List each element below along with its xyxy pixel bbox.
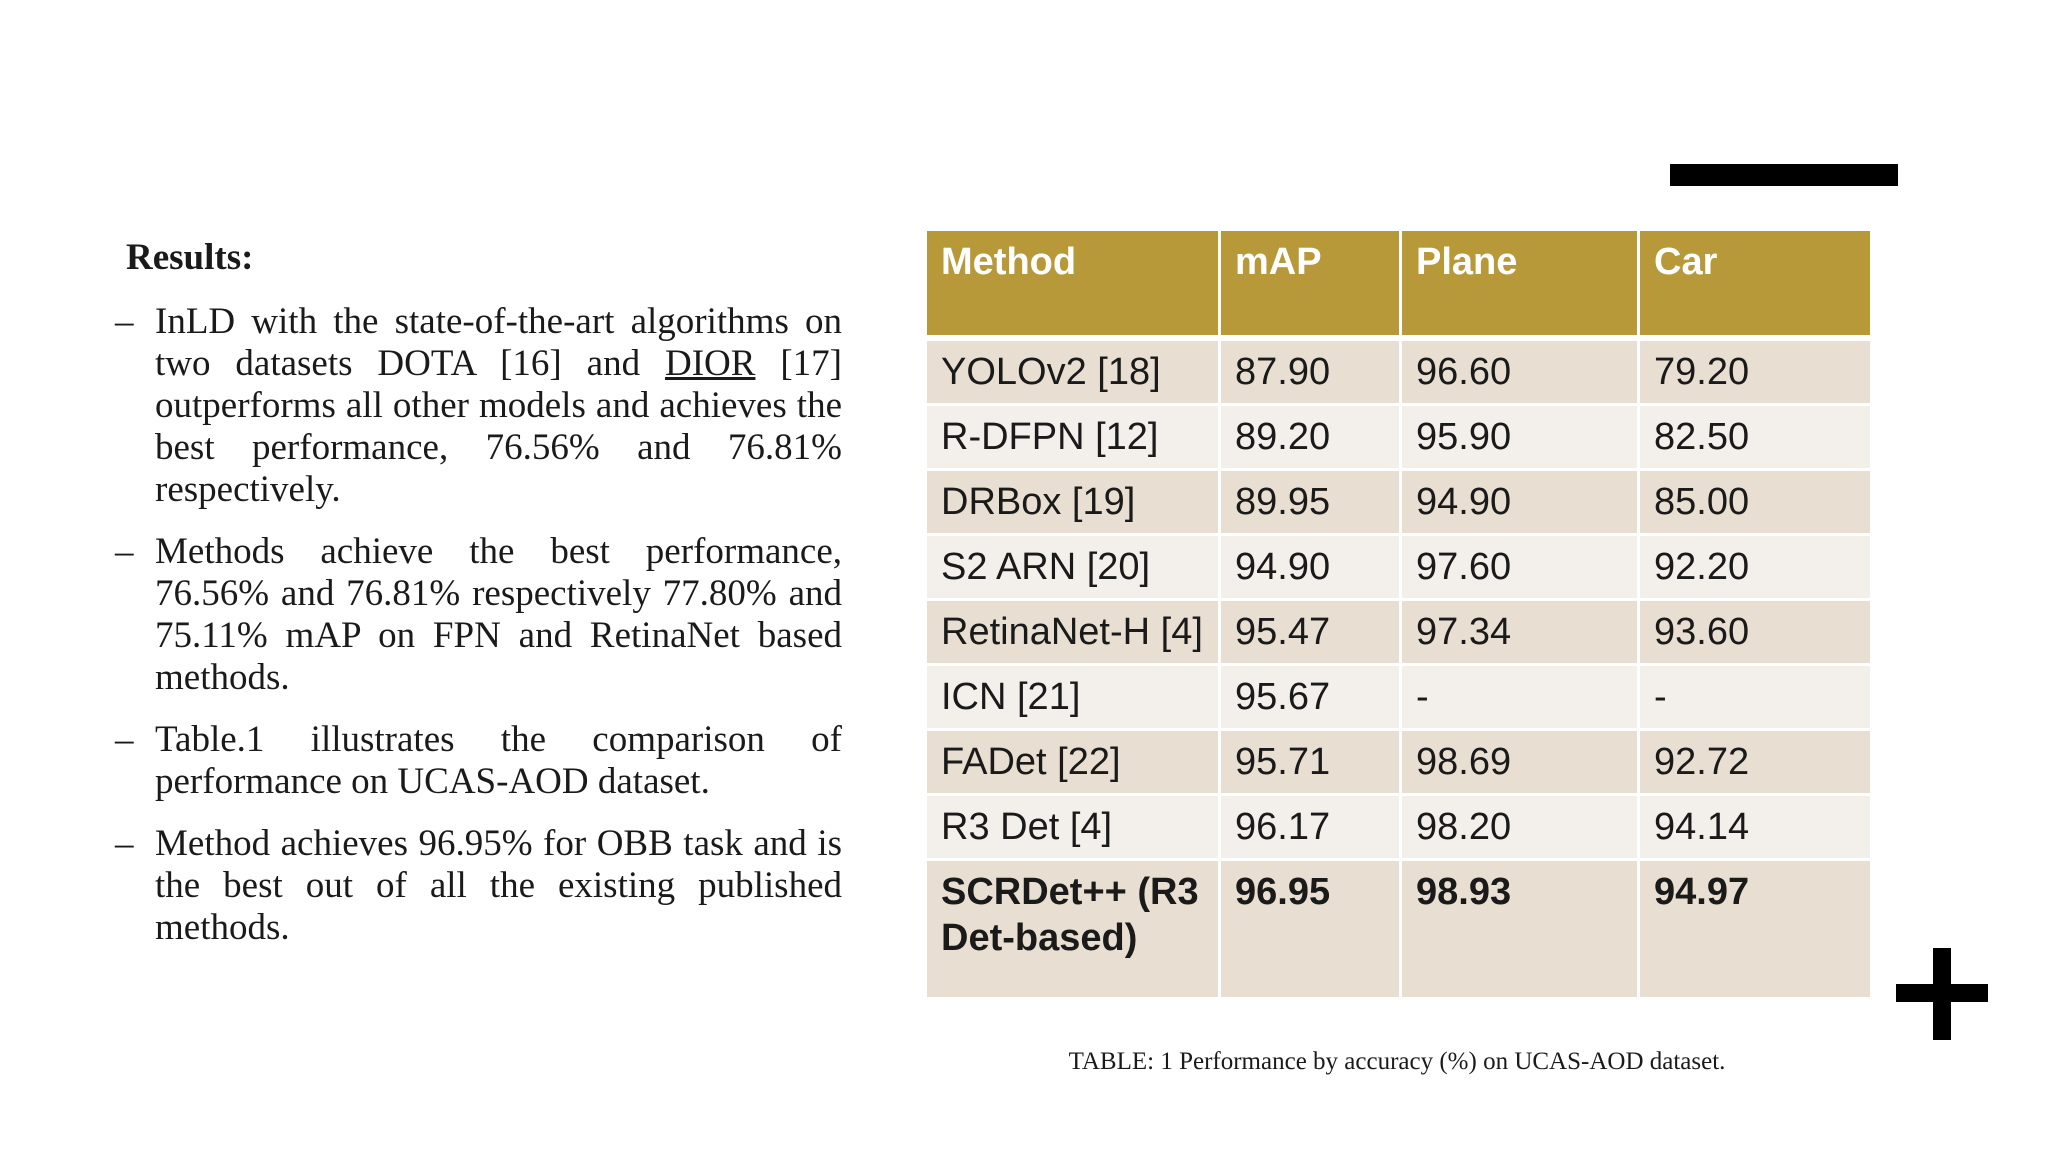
header-car: Car bbox=[1639, 230, 1872, 339]
cell-plane: - bbox=[1401, 665, 1639, 730]
bullet-text: Methods achieve the best performance, 76.56% and 76.81% respectively 77.80% and 75.11% mAP on FPN and RetinaNet based methods. bbox=[155, 531, 842, 698]
bullet-item bbox=[112, 531, 842, 699]
cell-method: RetinaNet-H [4] bbox=[926, 600, 1220, 665]
bullet-item bbox=[112, 301, 842, 511]
cell-map: 95.67 bbox=[1220, 665, 1401, 730]
bullet-dash: – bbox=[115, 531, 134, 572]
bullet-text: InLD with the state-of-the-art algorithms on two datasets DOTA [16] and bbox=[155, 301, 842, 384]
cell-map: 89.20 bbox=[1220, 405, 1401, 470]
cell-plane: 98.93 bbox=[1401, 860, 1639, 999]
cell-car: 85.00 bbox=[1639, 470, 1872, 535]
table-row bbox=[926, 730, 1872, 795]
cell-plane: 96.60 bbox=[1401, 338, 1639, 405]
cell-car: 93.60 bbox=[1639, 600, 1872, 665]
cell-method: ICN [21] bbox=[926, 665, 1220, 730]
cell-method: YOLOv2 [18] bbox=[926, 338, 1220, 405]
header-plane: Plane bbox=[1401, 230, 1639, 339]
cell-car: 94.97 bbox=[1639, 860, 1872, 999]
table-row bbox=[926, 795, 1872, 860]
table-row bbox=[926, 665, 1872, 730]
bullet-text: Method achieves 96.95% for OBB task and is the best out of all the existing published methods. bbox=[155, 823, 842, 948]
bullet-text: [17] outperforms all other models and achieves the best performance, 76.56% and 76.81% respectively. bbox=[155, 343, 842, 510]
cell-map: 89.95 bbox=[1220, 470, 1401, 535]
cell-plane: 98.20 bbox=[1401, 795, 1639, 860]
cell-plane: 97.34 bbox=[1401, 600, 1639, 665]
cell-method: SCRDet++ (R3 Det-based) bbox=[926, 860, 1220, 999]
results-text-block bbox=[112, 232, 842, 969]
table-header-row bbox=[926, 230, 1872, 339]
cell-map: 94.90 bbox=[1220, 535, 1401, 600]
cell-plane: 98.69 bbox=[1401, 730, 1639, 795]
results-heading: Results: bbox=[126, 237, 254, 278]
results-table bbox=[924, 228, 1873, 1000]
decorative-bar bbox=[1670, 164, 1898, 186]
cell-plane: 97.60 bbox=[1401, 535, 1639, 600]
cell-method: R-DFPN [12] bbox=[926, 405, 1220, 470]
cell-car: 92.72 bbox=[1639, 730, 1872, 795]
cell-car: 92.20 bbox=[1639, 535, 1872, 600]
table-row bbox=[926, 470, 1872, 535]
table-caption: TABLE: 1 Performance by accuracy (%) on UCAS-AOD dataset. bbox=[1068, 1048, 1726, 1075]
bullet-text: Table.1 illustrates the comparison of performance on UCAS-AOD dataset. bbox=[155, 719, 842, 802]
dior-link-text: DIOR bbox=[664, 343, 756, 384]
table-row bbox=[926, 600, 1872, 665]
cell-car: 94.14 bbox=[1639, 795, 1872, 860]
results-bullet-list bbox=[112, 301, 842, 949]
table-row bbox=[926, 535, 1872, 600]
cell-map: 96.95 bbox=[1220, 860, 1401, 999]
plus-icon bbox=[1896, 948, 1988, 1040]
table-row bbox=[926, 338, 1872, 405]
cell-plane: 94.90 bbox=[1401, 470, 1639, 535]
cell-method: DRBox [19] bbox=[926, 470, 1220, 535]
table-row bbox=[926, 405, 1872, 470]
cell-map: 95.47 bbox=[1220, 600, 1401, 665]
cell-map: 95.71 bbox=[1220, 730, 1401, 795]
cell-car: 82.50 bbox=[1639, 405, 1872, 470]
cell-map: 87.90 bbox=[1220, 338, 1401, 405]
bullet-dash: – bbox=[115, 719, 134, 760]
bullet-dash: – bbox=[115, 301, 134, 342]
header-method: Method bbox=[926, 230, 1220, 339]
bullet-dash: – bbox=[115, 823, 134, 864]
cell-plane: 95.90 bbox=[1401, 405, 1639, 470]
header-map: mAP bbox=[1220, 230, 1401, 339]
table-row-best bbox=[926, 860, 1872, 999]
cell-car: 79.20 bbox=[1639, 338, 1872, 405]
bullet-item bbox=[112, 719, 842, 803]
cell-map: 96.17 bbox=[1220, 795, 1401, 860]
bullet-item bbox=[112, 823, 842, 949]
cell-method: S2 ARN [20] bbox=[926, 535, 1220, 600]
cell-method: R3 Det [4] bbox=[926, 795, 1220, 860]
cell-method: FADet [22] bbox=[926, 730, 1220, 795]
cell-car: - bbox=[1639, 665, 1872, 730]
results-table-container bbox=[924, 228, 1870, 1000]
